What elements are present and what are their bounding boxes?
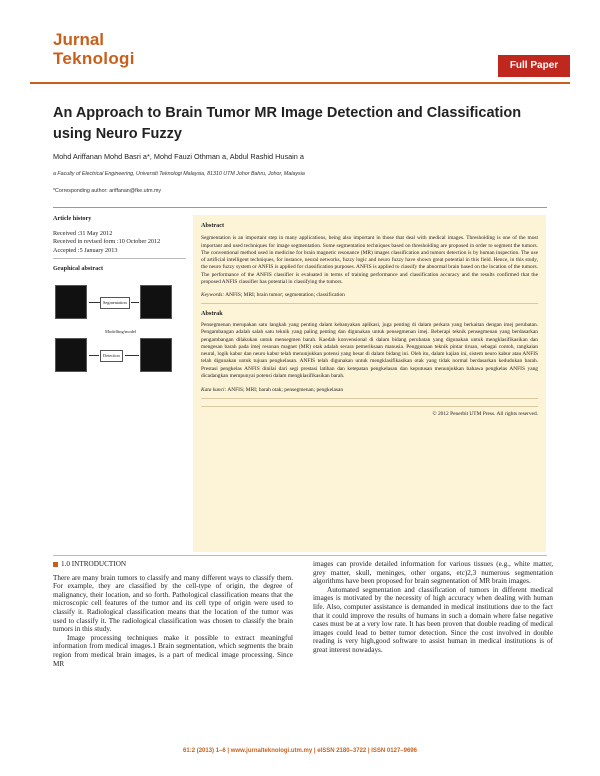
abstract-text: Segmentation is an important step in many applications, being also important in those that deal with medical images. Thresholding is one of the most important and used techniques for image segmentation. Some segmentation techniques based on thresholding are proposed in order to segment the tumors. The conventional method used in medicine for brain magnetic resonance (MR) images classification and tumors detection is by human inspection. The use of artificial intelligent techniques, for instance, neural networks, fuzzy logic and neuro fuzzy have shown great potential in this field. Hence, in this study, the neuro fuzzy system or ANFIS is applied for classification purposes. ANFIS is applied to classify the abnormal brain based on the location of the tumors. The performance of the ANFIS classifier is evaluated in terms of training performance and classification accuracy and the results confirmed that the proposed ANFIS classifier has potential in classifying the tumors. <box>201 235 538 286</box>
body-column-left <box>53 560 293 668</box>
abstract-panel <box>193 215 546 552</box>
header-divider <box>30 82 570 84</box>
page-footer: 61:2 (2013) 1–6 | www.jurnalteknologi.utm.my | eISSN 2180–3722 | ISSN 0127–9696 <box>183 748 417 754</box>
journal-name-line2: Teknologi <box>53 49 135 68</box>
modeling-step-label: Modelling/model <box>105 329 137 335</box>
author-list: Mohd Ariffanan Mohd Basri a*, Mohd Fauzi Othman a, Abdul Rashid Husain a <box>53 152 304 161</box>
detection-step-label: Detection <box>100 350 123 362</box>
full-paper-badge: Full Paper <box>498 55 570 77</box>
kata-kunci-text: ANFIS; MRI; barah otak; pensegmenan; pengkelasan <box>227 387 344 394</box>
mri-detected-image <box>140 338 172 372</box>
section-heading <box>53 560 293 569</box>
journal-logo <box>53 30 135 68</box>
intro-paragraph-4: Automated segmentation and classification of tumors in different medical images is motivated by the necessity of high accuracy when dealing with human life. Also, computer assistance is demanded in medical institutions due to the fact that it could improve the results of humans in such a domain where false negative cases must be at a very low rate. It has been proven that double reading of medical images could lead to better tumor detection. Since the cost involved in double reading is very high,good software to assist human in medical institutions is of great interest nowadays. <box>313 585 553 654</box>
accepted-date: Accepted :5 January 2013 <box>53 246 118 254</box>
received-date: Received :31 May 2012 <box>53 230 113 238</box>
abstract-keywords <box>201 292 538 303</box>
section-divider <box>53 555 547 556</box>
abstrak-heading: Abstrak <box>201 309 223 317</box>
journal-name-line1: Jurnal <box>53 30 105 49</box>
kata-kunci-label: Kata kunci: <box>201 387 227 394</box>
intro-paragraph-1: There are many brain tumors to classify and many different ways to classify them. For example, they are classified by the cell-type of origin, the degree of malignancy, their location, and so forth. Pathological classification means that the microscopic cell features of the tumor and its cell type of origin were used to classify it. Radiological classification means that the location of the tumor was used to classify it. The radiological classification was chosen to classify the brain tumors in this study. <box>53 573 293 634</box>
keywords-text: ANFIS; MRI; brain tumor; segmentation; classification <box>225 292 345 299</box>
paper-title: An Approach to Brain Tumor MR Image Detection and Classification using Neuro Fuzzy <box>53 105 522 142</box>
graphical-abstract-heading: Graphical abstract <box>53 264 104 272</box>
title-divider <box>53 207 547 208</box>
abstract-heading: Abstract <box>201 222 225 229</box>
mri-segmented-image <box>140 285 172 319</box>
article-info-column <box>53 215 186 430</box>
abstrak-keywords <box>201 387 538 398</box>
arrow-icon <box>125 355 139 356</box>
abstrak-text: Pensegmenan merupakan satu langkah yang penting dalam kebanyakan aplikasi, juga penting di dalam perkara yang berkaitan dengan imej perubatan. Pengambangan adalah salah satu teknik yang paling penting dan digunakan untuk pensegmenan imej. Beberapi teknik pensegmenan yang berdasarkan pengambangan dilakukan untuk mensegmen barah. Kaedah konvensional di dalam bidang perubatan yang digunakan untuk mengklasifikasikan dan mengesan barah pada imej resonan magnet (MR) otak adalah secara pemeriksaan manusia. Penggunaan teknik pintar tiruan, sebagai contoh, rangkaian neural, logik kabur dan neuro kabur telah menunjukkan potensi yang besar di dalam bidang ini. Oleh itu, dalam kajian ini, sistem neuro kabur atau ANFIS telah digunakan untuk tujuan pengkelasan. ANFIS telah digunakan untuk mengklasifikasikan otak yang tidak normal berdasarkan kedudukan barah. Prestasi pengkelas ANFIS dinilai dari segi prestasi latihan dan ketepatan pengkelasan dan keputusan menunjukkan bahawa pengkelas ANFIS yang dicadangkan mempunyai potensi dalam mengklasifikasikan barah. <box>201 321 538 380</box>
copyright-notice: © 2012 Penerbit UTM Press. All rights reserved. <box>201 406 538 418</box>
segmentation-step-label: Segmentation <box>100 297 130 309</box>
article-history-heading: Article history <box>53 215 92 222</box>
section-marker-icon <box>53 562 58 567</box>
arrow-icon <box>89 355 99 356</box>
keywords-label: Keywords: <box>201 292 225 299</box>
mri-input-image <box>55 285 87 319</box>
corresponding-author: *Corresponding author: ariffanan@fke.utm.my <box>53 188 162 194</box>
arrow-icon <box>131 302 139 303</box>
graphical-abstract-figure <box>53 280 173 430</box>
history-divider <box>53 258 186 259</box>
body-column-right <box>313 560 553 655</box>
intro-paragraph-3: images can provide detailed information for various tissues (e.g., white matter, grey matter, skull, meninges, other organs, etc)2,3 numerous segmentation algorithms have been proposed for brain segmentation of MR brain images. <box>313 560 553 586</box>
intro-paragraph-2: Image processing techniques make it possible to extract meaningful information from medical images.1 Brain segmentation, which segments the brain region from medical brain images, is a part of medical image processing. Since MR <box>53 633 293 668</box>
affiliation: a Faculty of Electrical Engineering, Universiti Teknologi Malaysia, 81310 UTM Johor Bahru, Johor, Malaysia <box>53 171 305 177</box>
revised-date: Received in revised form :10 October 2012 <box>53 238 161 246</box>
mri-tumor-image <box>55 338 87 372</box>
section-heading-text: 1.0 INTRODUCTION <box>61 560 127 568</box>
